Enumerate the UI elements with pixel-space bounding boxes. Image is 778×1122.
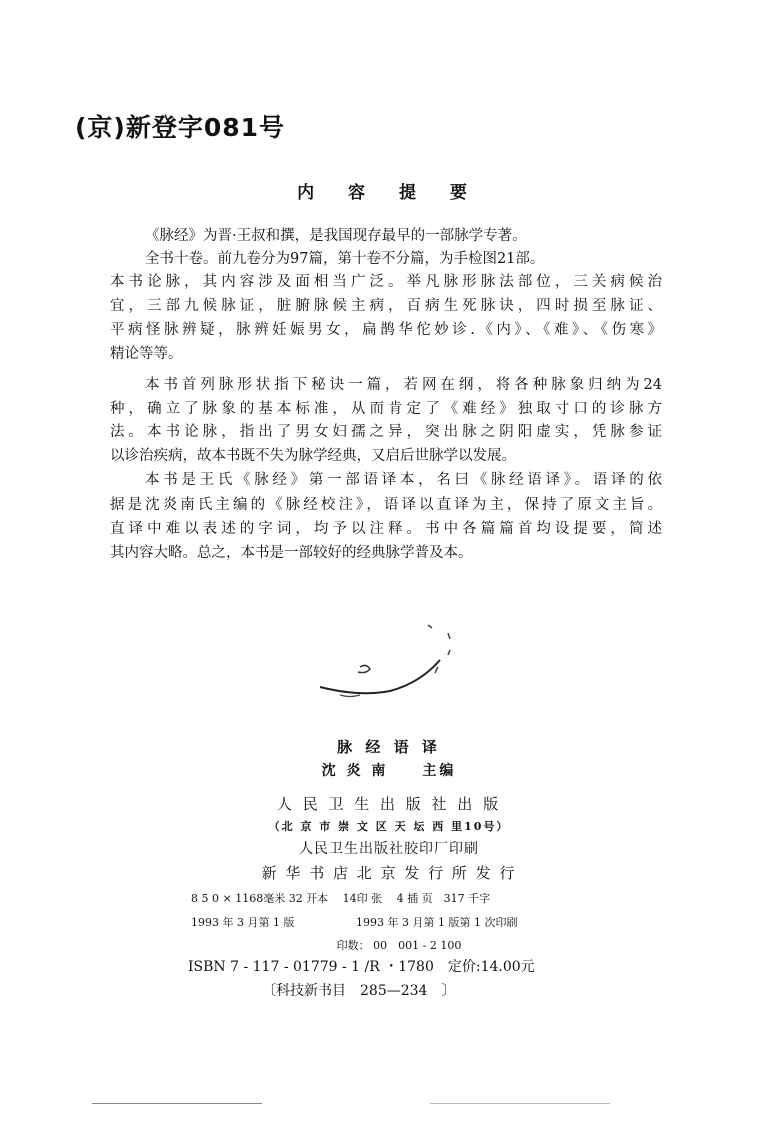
summary-line: 本书首列脉形状指下秘诀一篇，若网在纲，将各种脉象归纳为24	[145, 377, 662, 393]
book-title: 脉 经 语 译	[337, 738, 441, 756]
edition-printing: 1993 年 3 月第 1 版第 1 次印刷	[356, 916, 518, 929]
summary-line: 据是沈炎南氏主编的《脉经校注》，语译以直译为主，保持了原文主旨。	[110, 497, 662, 513]
printer: 人民卫生出版社胶印厂印刷	[299, 841, 479, 857]
summary-line: 精论等等。	[110, 346, 183, 362]
print-run: 印数： 00 001 - 2 100	[336, 939, 462, 952]
distributor: 新 华 书 店 北 京 发 行 所 发 行	[261, 864, 517, 882]
summary-line: 本书论脉，其内容涉及面相当广泛。举凡脉形脉法部位，三关病候治	[110, 274, 662, 290]
summary-line: 全书十卷。前九卷分为97篇，第十卷不分篇，为手检图21部。	[145, 251, 545, 267]
scan-edge-line	[430, 1103, 610, 1104]
isbn-price: ISBN 7 - 117 - 01779 - 1 /R ・1780 定价:14.00元	[188, 959, 535, 975]
summary-line: 直译中难以表述的字词，均予以注释。书中各篇篇首均设提要，简述	[110, 521, 662, 537]
summary-line: 以诊治疾病，故本书既不失为脉学经典，又启后世脉学以发展。	[110, 448, 516, 464]
summary-line: 种，确立了脉象的基本标准，从而肯定了《难经》独取寸口的诊脉方	[110, 401, 662, 417]
publisher-address: （北 京 市 崇 文 区 天 坛 西 里10号）	[268, 820, 510, 833]
summary-line: 《脉经》为晋·王叔和撰，是我国现存最早的一部脉学专著。	[145, 228, 527, 244]
catalog-number: 〔科技新书目 285—234 〕	[262, 983, 456, 999]
summary-heading: 内 容 提 要	[297, 183, 481, 203]
format-line: 8 5 0 × 1168毫米 32 开本 14印 张 4 插 页 317 千字	[191, 892, 491, 905]
editor: 沈 炎 南 主编	[321, 763, 457, 779]
summary-line: 法。本书论脉，指出了男女妇孺之异，突出脉之阴阳虚实，凭脉参证	[110, 424, 662, 440]
publisher-logo-illustration	[300, 605, 470, 715]
scan-edge-line	[92, 1103, 262, 1104]
summary-line: 平病怪脉辨疑，脉辨妊娠男女，扁鹊华佗妙诊.《内》、《难》、《伤寒》	[110, 322, 662, 338]
publisher: 人 民 卫 生 出 版 社 出 版	[276, 795, 502, 813]
summary-line: 宜，三部九候脉证，脏腑脉候主病，百病生死脉诀，四时损至脉证、	[110, 298, 662, 314]
registration-number: (京)新登字081号	[75, 113, 286, 142]
edition-first: 1993 年 3 月第 1 版	[191, 916, 295, 929]
summary-line: 其内容大略。总之，本书是一部较好的经典脉学普及本。	[110, 545, 473, 561]
summary-line: 本书是王氏《脉经》第一部语译本，名曰《脉经语译》。语译的依	[145, 472, 662, 488]
